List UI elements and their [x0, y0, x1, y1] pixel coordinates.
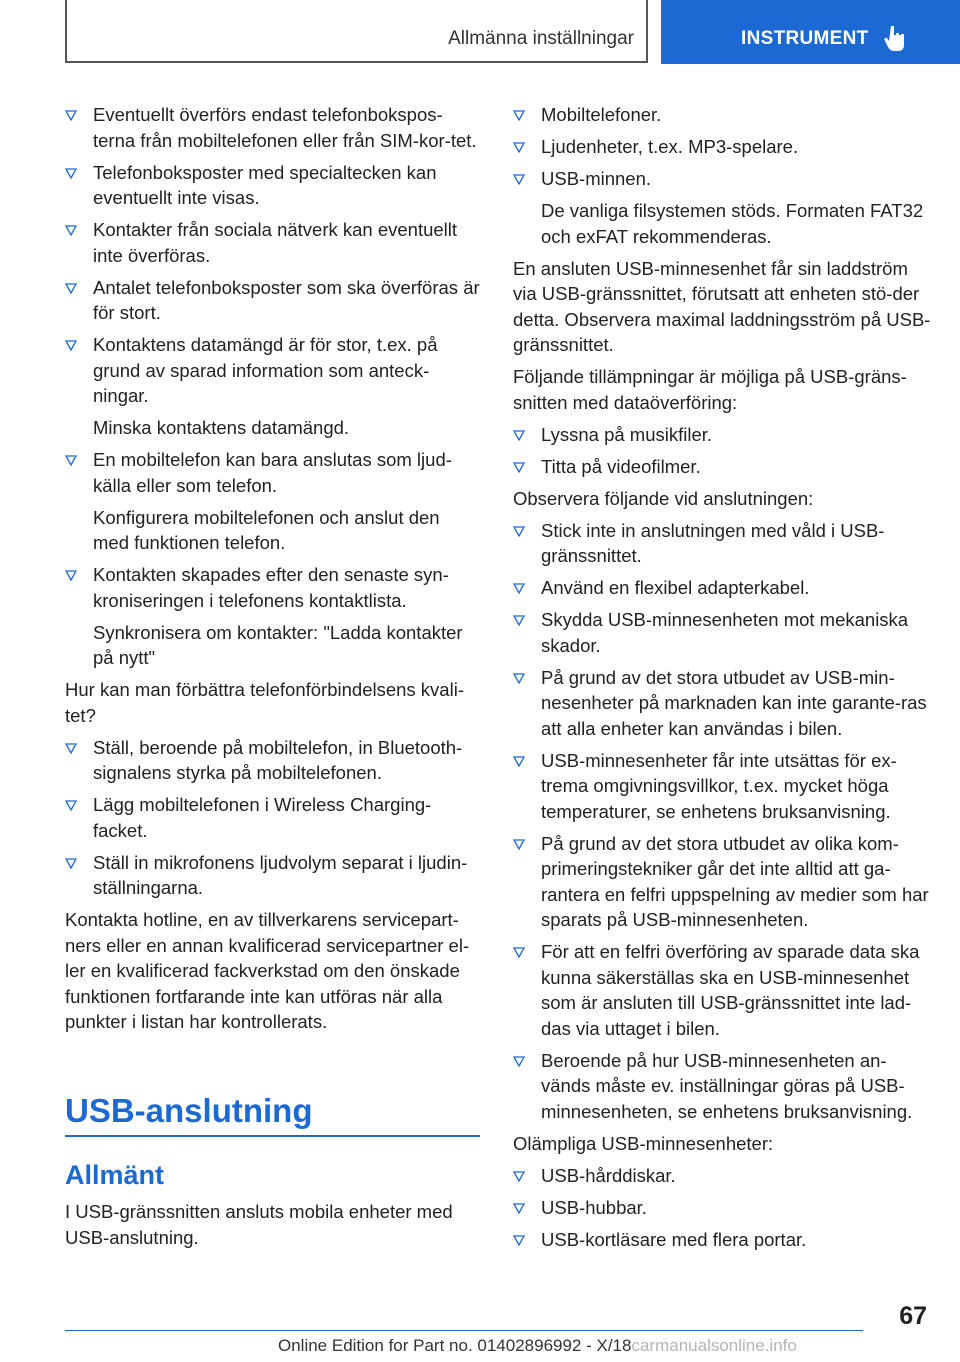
list-item	[513, 1195, 931, 1221]
list-item-text: Ljudenheter, t.ex. MP3-spelare.	[541, 136, 799, 157]
list-item	[65, 792, 480, 843]
list-item	[65, 447, 480, 498]
list-item-text: Kontakten skapades efter den senaste syn-kroniseringen i telefonens kontaktlista.	[93, 564, 449, 611]
list-item	[513, 939, 931, 1041]
list-item	[513, 518, 931, 569]
list-item	[65, 735, 480, 786]
bullet-triangle-icon	[513, 947, 525, 958]
bullet-triangle-icon	[513, 526, 525, 537]
bullet-triangle-icon	[65, 858, 77, 869]
footer-edition-text: Online Edition for Part no. 01402896992 - X/18	[278, 1336, 632, 1355]
list-item	[65, 332, 480, 409]
list-item-text: En mobiltelefon kan bara anslutas som ljud-källa eller som telefon.	[93, 449, 452, 496]
indented-note: De vanliga filsystemen stöds. Formaten FAT32 och exFAT rekommenderas.	[541, 200, 924, 247]
list-item	[65, 160, 480, 211]
list-item-text: Stick inte in anslutningen med våld i USB-gränssnittet.	[541, 519, 885, 566]
list-item	[513, 607, 931, 658]
bullet-triangle-icon	[65, 570, 77, 581]
subsection-title: Allmänt	[65, 1160, 165, 1190]
list-item	[513, 748, 931, 825]
left-column	[65, 102, 480, 1041]
paragraph: Följande tillämpningar är möjliga på USB-gräns-snitten med dataöverföring:	[513, 366, 907, 413]
bullet-triangle-icon	[513, 1203, 525, 1214]
list-item-text: Antalet telefonboksposter som ska överföras är för stort.	[93, 276, 480, 323]
header-chapter-tab	[661, 0, 960, 64]
paragraph: Hur kan man förbättra telefonförbindelsens kvali-tet?	[65, 679, 464, 726]
header-chapter-label: INSTRUMENT	[741, 28, 869, 49]
list-item	[513, 102, 931, 128]
bullet-triangle-icon	[65, 800, 77, 811]
list-item	[513, 1048, 931, 1125]
bullet-triangle-icon	[513, 1056, 525, 1067]
page-number: 67	[899, 1302, 927, 1330]
section-title: USB-anslutning	[65, 1092, 313, 1129]
list-item	[65, 850, 480, 901]
list-item-text: USB-hårddiskar.	[541, 1164, 676, 1186]
bullet-triangle-icon	[513, 839, 525, 850]
indented-note: Konfigurera mobiltelefonen och anslut den med funktionen telefon.	[93, 506, 440, 553]
list-item-text: Titta på videofilmer.	[541, 455, 701, 477]
list-item	[513, 831, 931, 933]
list-item	[513, 1227, 931, 1253]
list-item-text: Ställ in mikrofonens ljudvolym separat i ljudin-ställningarna.	[93, 851, 468, 898]
list-item-text: Lyssna på musikfiler.	[541, 423, 713, 445]
list-item-text: USB-kortläsare med flera portar.	[541, 1228, 807, 1250]
bullet-triangle-icon	[513, 174, 525, 185]
bullet-triangle-icon	[513, 110, 525, 121]
bullet-triangle-icon	[65, 743, 77, 754]
bullet-triangle-icon	[513, 673, 525, 684]
section-title-rule	[65, 1135, 480, 1137]
list-item-text: USB-hubbar.	[541, 1196, 647, 1218]
paragraph: En ansluten USB-minnesenhet får sin laddström via USB-gränssnittet, förutsatt att enheten stö-der detta. Observera maximal laddningsström på USB-gränssnittet.	[513, 257, 931, 355]
list-item	[513, 1163, 931, 1189]
list-item-text: För att en felfri överföring av sparade data ska kunna säkerställas ska en USB-minnesenhet som är ansluten till USB-gränssnittet inte lad-das via uttaget i bilen.	[541, 941, 920, 1039]
list-item	[65, 275, 480, 326]
list-item	[513, 422, 931, 448]
footer-rule	[65, 1330, 863, 1331]
list-item-text: Eventuellt överförs endast telefonbokspos-terna från mobiltelefonen eller från SIM-kor-tet.	[93, 104, 477, 151]
list-item-text: USB-minnesenheter får inte utsättas för ex-trema omgivningsvillkor, t.ex. mycket höga temperaturer, se enhetens bruksanvisning.	[541, 749, 897, 822]
paragraph: Kontakta hotline, en av tillverkarens servicepart-ners eller en annan kvalificerad servicepartner el-ler en kvalificerad fackverkstad om den önskade funktionen fortfarande inte kan utföras när alla punkter i listan har kontrollerats.	[65, 909, 470, 1032]
list-item	[65, 102, 480, 153]
header-section-tab	[65, 0, 648, 63]
bullet-triangle-icon	[65, 225, 77, 236]
list-item	[513, 134, 931, 160]
bullet-triangle-icon	[65, 455, 77, 466]
list-item	[513, 665, 931, 742]
bullet-triangle-icon	[513, 1235, 525, 1246]
list-item-text: USB-minnen.	[541, 168, 652, 189]
bullet-triangle-icon	[65, 168, 77, 179]
watermark-text: carmanualsonline.info	[631, 1336, 797, 1355]
list-item	[65, 217, 480, 268]
indented-note: Synkronisera om kontakter: "Ladda kontakter på nytt"	[93, 621, 463, 668]
list-item	[513, 575, 931, 601]
bullet-triangle-icon	[513, 462, 525, 473]
indented-note: Minska kontaktens datamängd.	[93, 417, 350, 438]
bullet-triangle-icon	[513, 142, 525, 153]
bullet-triangle-icon	[513, 615, 525, 626]
right-column	[513, 102, 931, 1259]
list-item-text: Använd en flexibel adapterkabel.	[541, 577, 810, 598]
list-item-text: Lägg mobiltelefonen i Wireless Charging-facket.	[93, 794, 432, 841]
list-item-text: Beroende på hur USB-minnesenheten an-vänds måste ev. inställningar göras på USB-minnesenheten, se enhetens bruksanvisning.	[541, 1049, 913, 1122]
paragraph: Olämpliga USB-minnesenheter:	[513, 1132, 774, 1154]
subsection-body: I USB-gränssnitten ansluts mobila enheter med USB-anslutning.	[65, 1201, 453, 1248]
bullet-triangle-icon	[65, 283, 77, 294]
bullet-triangle-icon	[65, 110, 77, 121]
paragraph: Observera följande vid anslutningen:	[513, 487, 814, 509]
bullet-triangle-icon	[513, 583, 525, 594]
list-item-text: Skydda USB-minnesenheten mot mekaniska skador.	[541, 609, 909, 656]
list-item-text: Telefonboksposter med specialtecken kan eventuellt inte visas.	[93, 161, 437, 208]
list-item-text: På grund av det stora utbudet av olika kom-primeringstekniker går det inte alltid att ga-rantera en felfri uppspelning av medier som har sparats på USB-minnesenheten.	[541, 832, 929, 930]
list-item-text: Kontaktens datamängd är för stor, t.ex. på grund av sparad information som anteck-ningar.	[93, 334, 438, 406]
list-item-text: På grund av det stora utbudet av USB-min-nesenheter på marknaden kan inte garante-ras att alla enheter kan användas i bilen.	[541, 666, 927, 739]
pointing-hand-icon	[883, 24, 907, 52]
list-item-text: Ställ, beroende på mobiltelefon, in Bluetooth-signalens styrka på mobiltelefonen.	[93, 736, 463, 783]
list-item	[65, 562, 480, 613]
bullet-triangle-icon	[65, 340, 77, 351]
footer	[278, 1336, 797, 1356]
list-item	[513, 454, 931, 480]
bullet-triangle-icon	[513, 1171, 525, 1182]
list-item	[513, 166, 931, 192]
bullet-triangle-icon	[513, 430, 525, 441]
list-item-text: Kontakter från sociala nätverk kan eventuellt inte överföras.	[93, 219, 458, 266]
list-item-text: Mobiltelefoner.	[541, 104, 662, 125]
header-section-label: Allmänna inställningar	[448, 28, 634, 49]
bullet-triangle-icon	[513, 756, 525, 767]
